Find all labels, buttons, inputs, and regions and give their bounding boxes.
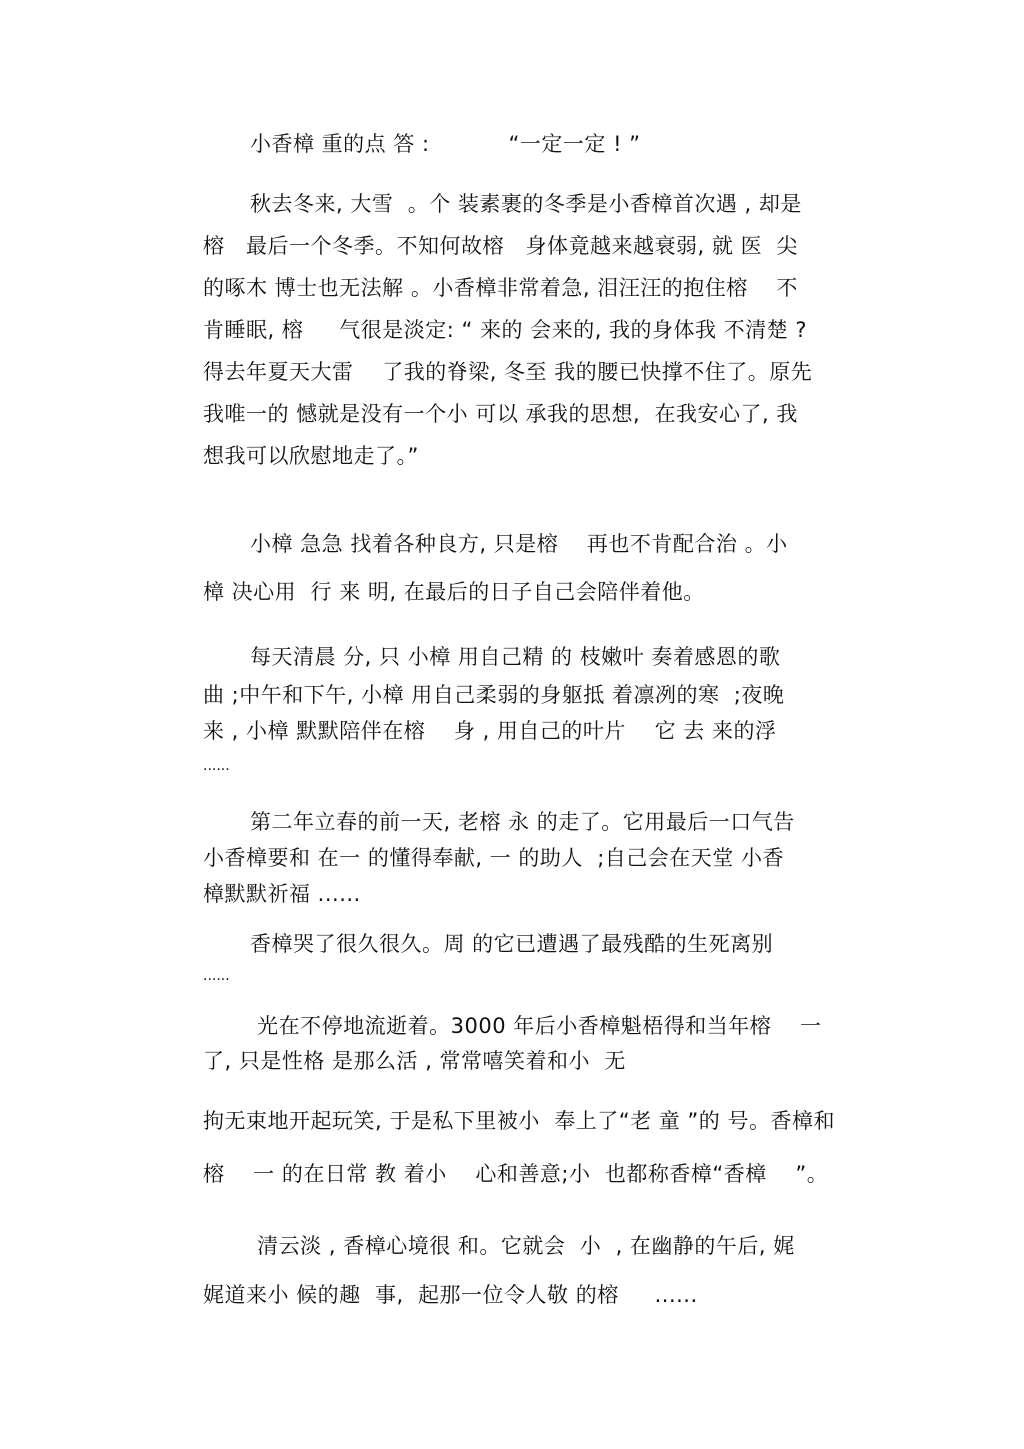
text-line: 每天清晨 分, 只 小樟 用自己精 的 枝嫩叶 奏着感恩的歌: [250, 645, 781, 669]
ellipsis-line: ......: [203, 968, 230, 984]
text-line: 第二年立春的前一天, 老榕 永 的走了。它用最后一口气告: [250, 810, 795, 834]
text-line: 来 , 小樟 默默陪伴在榕 身 , 用自己的叶片 它 去 来的浮: [203, 719, 777, 743]
text-line: 秋去冬来, 大雪 。个 装素裹的冬季是小香樟首次遇 , 却是: [250, 192, 802, 216]
text-line: 娓道来小 候的趣 事, 起那一位令人敬 的榕 ......: [203, 1283, 698, 1307]
text-line: 小香樟要和 在一 的懂得奉献, 一 的助人 ;自己会在天堂 小香: [203, 846, 784, 870]
text-line: 得去年夏天大雷 了我的脊梁, 冬至 我的腰已快撑不住了。原先: [203, 360, 813, 384]
text-line: 肯睡眠, 榕 气很是淡定: “ 来的 会来的, 我的身体我 不清楚 ?: [203, 318, 808, 342]
text-line: 我唯一的 憾就是没有一个小 可以 承我的思想, 在我安心了, 我: [203, 402, 798, 426]
text-line: 光在不停地流逝着。3000 年后小香樟魁梧得和当年榕 一: [250, 1014, 822, 1038]
text-line: 想我可以欣慰地走了。”: [203, 444, 419, 468]
text-line: 榕 一 的在日常 教 着小 心和善意;小 也都称香樟“香樟 ”。: [203, 1162, 829, 1186]
text-line: 清云淡 , 香樟心境很 和。它就会 小 , 在幽静的午后, 娓: [250, 1234, 795, 1258]
text-line: 小樟 急急 找着各种良方, 只是榕 再也不肯配合治 。小: [250, 532, 788, 556]
text-line: 拘无束地开起玩笑, 于是私下里被小 奉上了“老 童 ”的 号。香樟和: [203, 1109, 835, 1133]
text-line: 了, 只是性格 是那么活 , 常常嘻笑着和小 无: [203, 1049, 626, 1073]
text-line: 的啄木 博士也无法解 。小香樟非常着急, 泪汪汪的抱住榕 不: [203, 276, 798, 300]
text-line: 榕 最后一个冬季。不知何故榕 身体竟越来越衰弱, 就 医 尖: [203, 234, 798, 258]
text-line: 樟 决心用 行 来 明, 在最后的日子自己会陪伴着他。: [203, 580, 705, 604]
text-line: 樟默默祈福 ......: [203, 882, 361, 906]
text-line: 曲 ;中午和下午, 小樟 用自己柔弱的身躯抵 着凛冽的寒 ;夜晚: [203, 683, 785, 707]
text-line: 小香樟 重的点 答 : “一定一定 ! ”: [250, 132, 641, 156]
text-line: 香樟哭了很久很久。周 的它已遭遇了最残酷的生死离别: [250, 932, 774, 956]
ellipsis-line: ......: [203, 758, 230, 774]
